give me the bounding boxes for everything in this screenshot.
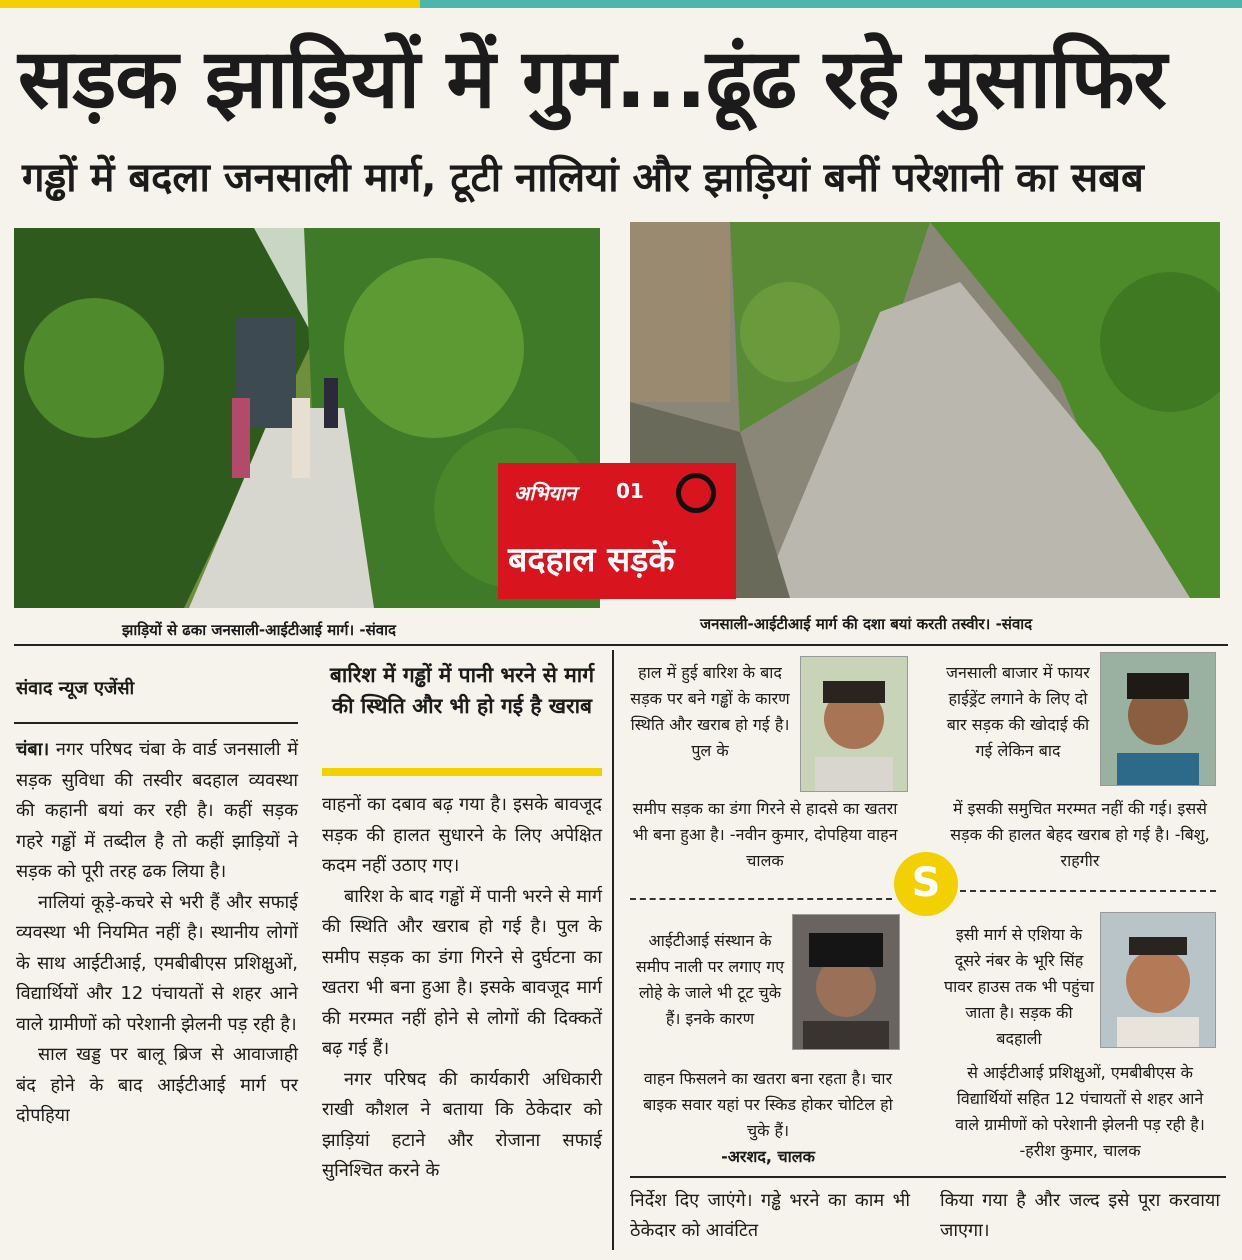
quote-2-tail: में इसकी समुचित मरम्मत नहीं की गई। इससे सड़क की हालत बेहद खराब हो गई है। -बिशु, राहगीर	[950, 799, 1210, 870]
caption-left: झाड़ियों से ढका जनसाली-आईटीआई मार्ग। -संवाद	[122, 621, 396, 639]
dashed-divider-left	[630, 898, 892, 900]
quote-3-tail: वाहन फिसलने का खतरा बना रहता है। चार बाइक सवार यहां पर स्किड होकर चोटिल हो चुके हैं।	[643, 1069, 893, 1140]
top-accent-bar-teal	[420, 0, 1242, 8]
quote-3-head: आईटीआई संस्थान के समीप नाली पर लगाए गए लोहे के जाले भी टूट चुके हैं। इनके कारण	[635, 931, 785, 1028]
column1-paragraph-2: नालियां कूड़े-कचरे से भरी हैं और सफाई व्यवस्था भी नियमित नहीं है। स्थानीय लोगों के साथ आईटीआई, एमबीबीएस प्रशिक्षुओं, विद्यार्थियों और 12 पंचायतों से शहर आने वाले ग्रामीणों को परेशानी झेलनी पड़ रही है।	[16, 891, 298, 1035]
column1-paragraph-1: चंबा। नगर परिषद चंबा के वार्ड जनसाली में सड़क सुविधा की तस्वीर बदहाल व्यवस्था की कहानी बयां कर रही है। कहीं सड़क गहरे गड्ढों में तब्दील है तो कहीं झाड़ियों ने सड़क को पूरी तरह ढक लिया है।	[16, 739, 298, 882]
steering-wheel-icon	[676, 473, 716, 513]
column2-paragraph-2: बारिश के बाद गड्ढों में पानी भरने से मार्ग की स्थिति और खराब हो गई है। पुल के समीप सड़क का डंगा गिरने से दुर्घटना का खतरा भी बना हुआ है। इसके बावजूद मार्ग की मरम्मत नहीं होने से लोगों की दिक्कतें बढ़ गई हैं।	[322, 885, 602, 1059]
portrait-harish	[1100, 912, 1216, 1048]
bottom-text-left: निर्देश दिए जाएंगे। गड्ढे भरने का काम भी ठेकेदार को आवंटित	[630, 1190, 910, 1241]
headline: सड़क झाड़ियों में गुम...ढूंढ रहे मुसाफिर	[18, 32, 1166, 127]
badge-series: अभियान	[514, 481, 577, 505]
dashed-divider-right	[960, 890, 1216, 892]
column2-paragraph-3: नगर परिषद की कार्यकारी अधिकारी राखी कौशल ने बताया कि ठेकेदार को झाड़ियां हटाने और रोजाना सफाई सुनिश्चित करने के	[322, 1068, 602, 1181]
subheadline: गड्ढों में बदला जनसाली मार्ग, टूटी नालियां और झाड़ियां बनीं परेशानी का सबब	[22, 155, 1144, 201]
column2-paragraph-1: वाहनों का दबाव बढ़ गया है। इसके बावजूद सड़क की हालत सुधारने के लिए अपेक्षित कदम नहीं उठाए गए।	[322, 794, 602, 876]
quote-1-tail: समीप सड़क का डंगा गिरने से हादसे का खतरा भी बना हुआ है। -नवीन कुमार, दोपहिया वाहन चालक	[632, 799, 898, 870]
article-column-1	[16, 735, 298, 1132]
byline: संवाद न्यूज एजेंसी	[16, 678, 135, 699]
campaign-badge	[498, 463, 736, 599]
callout: बारिश में गड्ढों में पानी भरने से मार्ग की स्थिति और भी हो गई है खराब	[329, 663, 595, 718]
quote-2-head: जनसाली बाजार में फायर हाईड्रेंट लगाने के लिए दो बार सड़क की खोदाई की गई लेकिन बाद	[946, 663, 1090, 760]
callout-bar	[322, 768, 602, 776]
bottom-rule	[630, 1176, 1226, 1178]
quote-4-head: इसी मार्ग से एशिया के दूसरे नंबर के भूरि सिंह पावर हाउस तक भी पहुंचा जाता है। सड़क की बदहाली	[944, 925, 1094, 1048]
quote-4-tail: से आईटीआई प्रशिक्षुओं, एमबीबीएस के विद्यार्थियों सहित 12 पंचायतों से शहर आने वाले ग्रामीणों को परेशानी झेलनी पड़ रही है। -हरीश कुमार, चालक	[955, 1063, 1205, 1160]
column1-paragraph-3: साल खड्ड पर बालू ब्रिज से आवाजाही बंद होने के बाद आईटीआई मार्ग पर दोपहिया	[16, 1044, 298, 1126]
portrait-bishu	[1100, 652, 1216, 786]
caption-right: जनसाली-आईटीआई मार्ग की दशा बयां करती तस्वीर। -संवाद	[700, 615, 1033, 633]
newspaper-logo-icon: S	[894, 852, 958, 916]
divider	[14, 644, 1228, 646]
bottom-text-right: किया गया है और जल्द इसे पूरा करवाया जाएगा।	[940, 1190, 1220, 1241]
portrait-naveen	[800, 656, 908, 792]
byline-rule	[14, 722, 298, 724]
portrait-arshad	[792, 914, 900, 1050]
quote-1-head: हाल में हुई बारिश के बाद सड़क पर बने गड्ढों के कारण स्थिति और खराब हो गई है। पुल के	[630, 663, 790, 760]
badge-title: बदहाल सड़कें	[508, 540, 675, 580]
quote-3-name: -अरशद, चालक	[721, 1147, 815, 1166]
column-divider	[612, 650, 614, 1250]
article-column-2	[322, 790, 602, 1187]
dateline: चंबा।	[16, 739, 50, 760]
badge-number: 01	[616, 479, 644, 503]
